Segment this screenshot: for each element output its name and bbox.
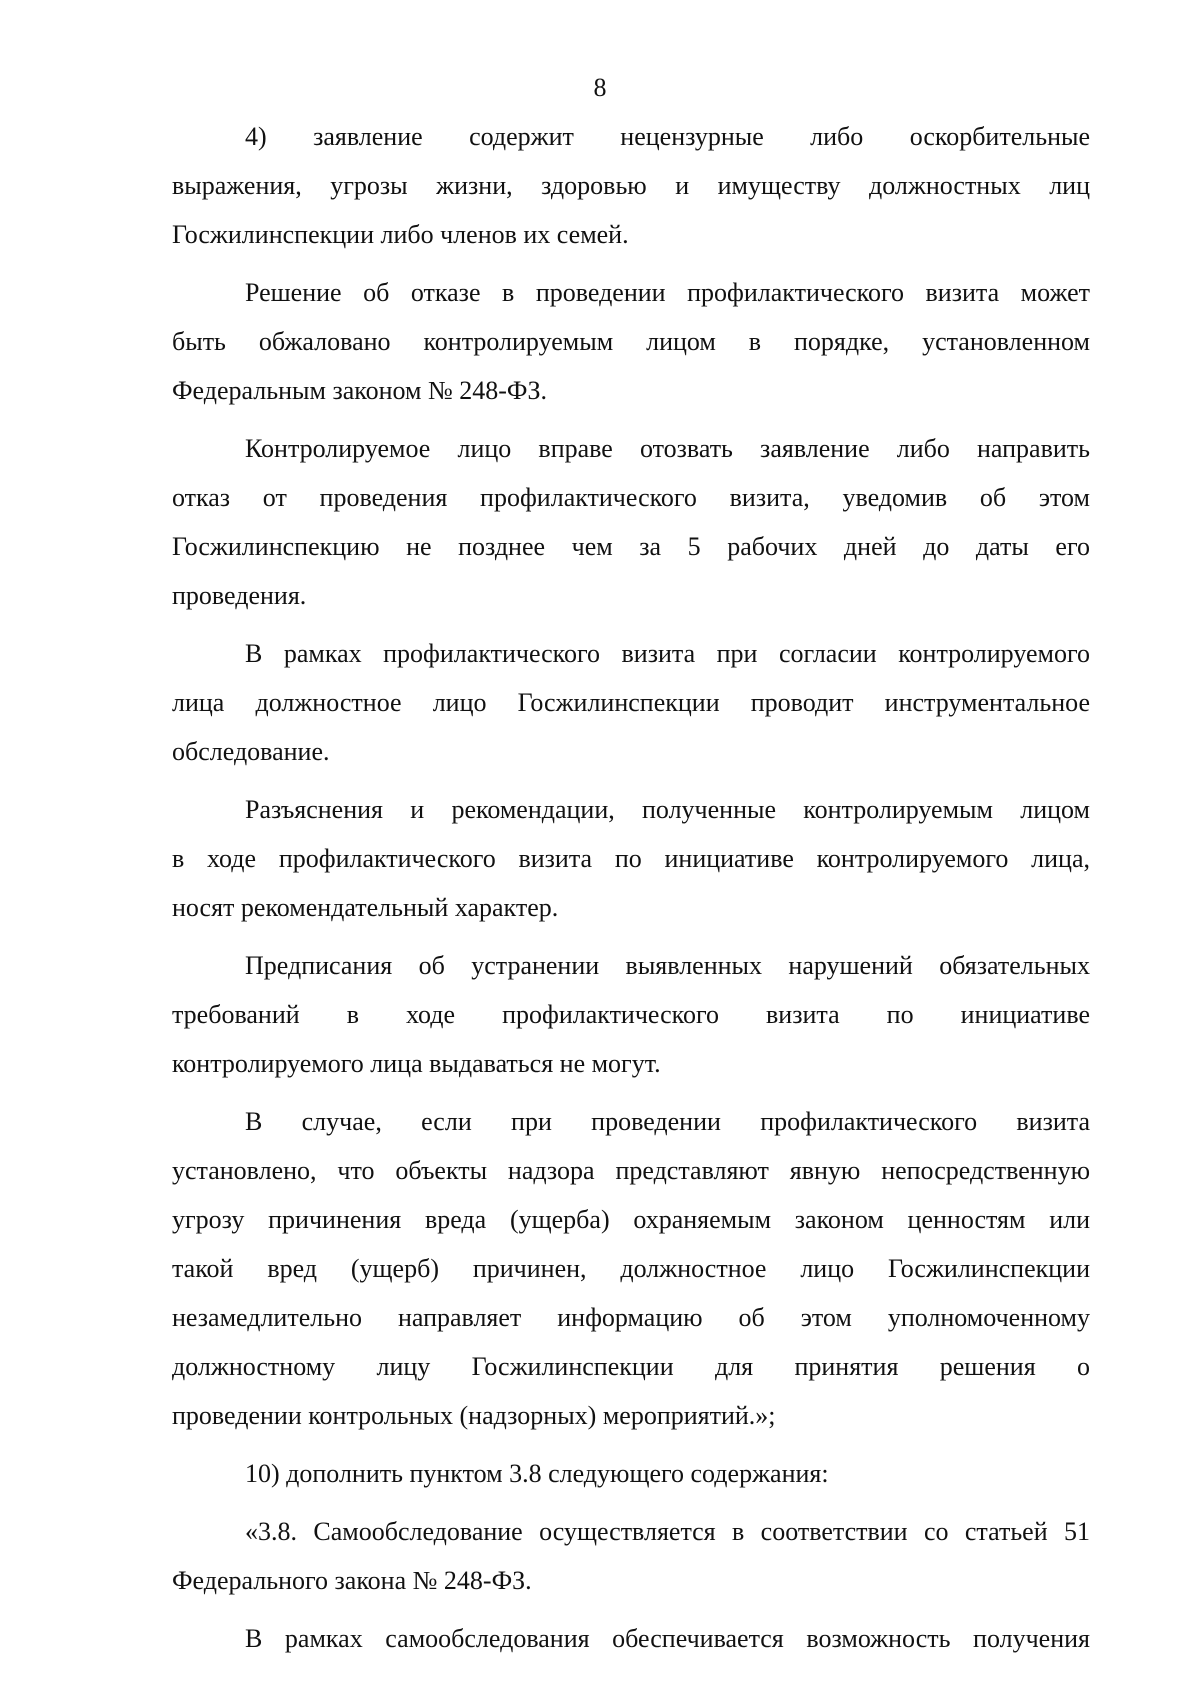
paragraph-line: обследование.	[172, 737, 330, 766]
paragraph-line: Госжилинспекцию не позднее чем за 5 рабочих дней до даты его	[172, 532, 1090, 561]
paragraph-line: в ходе профилактического визита по инициативе контролируемого лица,	[172, 844, 1090, 873]
paragraph-line: угрозу причинения вреда (ущерба) охраняемым законом ценностям или	[172, 1205, 1090, 1234]
paragraph-line: требований в ходе профилактического визита по инициативе	[172, 1000, 1090, 1029]
paragraph-8	[172, 1449, 1090, 1498]
paragraph-2	[172, 268, 1090, 415]
paragraph-line: контролируемого лица выдаваться не могут.	[172, 1049, 661, 1078]
paragraph-line: установлено, что объекты надзора представляют явную непосредственную	[172, 1156, 1090, 1185]
paragraph-line: лица должностное лицо Госжилинспекции проводит инструментальное	[172, 688, 1090, 717]
paragraph-9	[172, 1507, 1090, 1605]
paragraph-line: Контролируемое лицо вправе отозвать заявление либо направить	[245, 434, 1090, 463]
paragraph-line: такой вред (ущерб) причинен, должностное лицо Госжилинспекции	[172, 1254, 1090, 1283]
paragraph-line: Предписания об устранении выявленных нарушений обязательных	[245, 951, 1090, 980]
paragraph-line: Федерального закона № 248-ФЗ.	[172, 1566, 532, 1595]
paragraph-10	[172, 1614, 1090, 1663]
paragraph-line: выражения, угрозы жизни, здоровью и имуществу должностных лиц	[172, 171, 1090, 200]
document-body	[172, 112, 1090, 1672]
paragraph-7	[172, 1097, 1090, 1440]
paragraph-line: Госжилинспекции либо членов их семей.	[172, 220, 629, 249]
paragraph-line: быть обжаловано контролируемым лицом в порядке, установленном	[172, 327, 1090, 356]
paragraph-line: В рамках самообследования обеспечивается возможность получения	[245, 1624, 1090, 1653]
paragraph-5	[172, 785, 1090, 932]
paragraph-3	[172, 424, 1090, 620]
paragraph-line: В рамках профилактического визита при согласии контролируемого	[245, 639, 1090, 668]
paragraph-1	[172, 112, 1090, 259]
paragraph-line: Федеральным законом № 248-ФЗ.	[172, 376, 547, 405]
paragraph-6	[172, 941, 1090, 1088]
paragraph-line: проведения.	[172, 581, 307, 610]
paragraph-4	[172, 629, 1090, 776]
paragraph-line: носят рекомендательный характер.	[172, 893, 559, 922]
paragraph-line: Решение об отказе в проведении профилактического визита может	[245, 278, 1090, 307]
paragraph-line: должностному лицу Госжилинспекции для принятия решения о	[172, 1352, 1090, 1381]
paragraph-line: «3.8. Самообследование осуществляется в соответствии со статьей 51	[245, 1517, 1090, 1546]
paragraph-line: 10) дополнить пунктом 3.8 следующего содержания:	[245, 1459, 829, 1488]
paragraph-line: незамедлительно направляет информацию об этом уполномоченному	[172, 1303, 1090, 1332]
paragraph-line: отказ от проведения профилактического визита, уведомив об этом	[172, 483, 1090, 512]
paragraph-line: В случае, если при проведении профилактического визита	[245, 1107, 1090, 1136]
paragraph-line: 4) заявление содержит нецензурные либо оскорбительные	[245, 122, 1090, 151]
paragraph-line: проведении контрольных (надзорных) мероприятий.»;	[172, 1401, 776, 1430]
page-number: 8	[593, 73, 607, 102]
paragraph-line: Разъяснения и рекомендации, полученные контролируемым лицом	[245, 795, 1090, 824]
